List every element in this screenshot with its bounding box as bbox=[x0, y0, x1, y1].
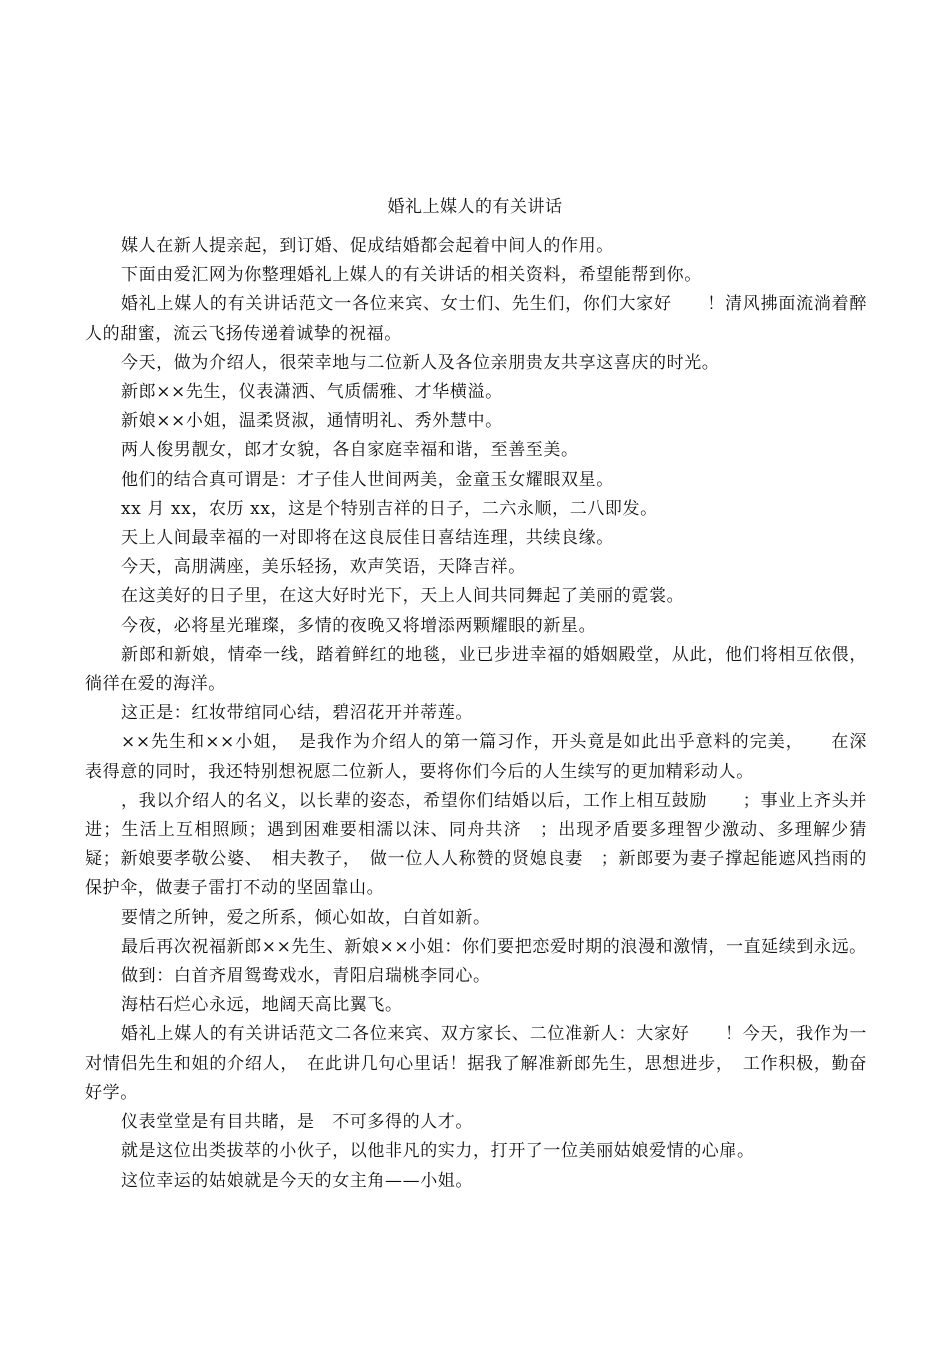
paragraph: 他们的结合真可谓是：才子佳人世间两美，金童玉女耀眼双星。 bbox=[121, 469, 614, 490]
paragraph: 两人俊男靓女，郎才女貌，各自家庭幸福和谐，至善至美。 bbox=[121, 440, 579, 461]
paragraph: 要情之所钟，爱之所系，倾心如故，白首如新。 bbox=[121, 907, 491, 928]
paragraph: ××先生和××小姐， 是我作为介绍人的第一篇习作，开头竟是如此出乎意料的完美， 在深表得意的同时，我还特别想祝愿二位新人，要将你们今后的人生续写的更加精彩动人。 bbox=[85, 732, 867, 782]
paragraph: 媒人在新人提亲起，到订婚、促成结婚都会起着中间人的作用。 bbox=[121, 236, 614, 256]
paragraph: 海枯石烂心永远，地阔天高比翼飞。 bbox=[121, 995, 403, 1016]
paragraph: 今天，高朋满座，美乐轻扬，欢声笑语，天降吉祥。 bbox=[121, 557, 526, 578]
paragraph: 就是这位出类拔萃的小伙子，以他非凡的实力，打开了一位美丽姑娘爱情的心扉。 bbox=[121, 1141, 755, 1162]
paragraph: 婚礼上媒人的有关讲话范文一各位来宾、女士们、先生们，你们大家好 ！清风拂面流淌着醉人的甜蜜，流云飞扬传递着诚挚的祝福。 bbox=[85, 294, 867, 344]
paragraph: 今天，做为介绍人，很荣幸地与二位新人及各位亲朋贵友共享这喜庆的时光。 bbox=[121, 352, 720, 373]
paragraph: xx 月 xx，农历 xx，这是个特别吉祥的日子，二六永顺，二八即发。 bbox=[121, 498, 658, 519]
paragraph: 今夜，必将星光璀璨，多情的夜晚又将增添两颗耀眼的新星。 bbox=[121, 615, 597, 636]
paragraph: 下面由爱汇网为你整理婚礼上媒人的有关讲话的相关资料，希望能帮到你。 bbox=[121, 265, 702, 286]
document-body bbox=[85, 232, 867, 1196]
document-title: 婚礼上媒人的有关讲话 bbox=[387, 197, 563, 217]
paragraph: 在这美好的日子里，在这大好时光下，天上人间共同舞起了美丽的霓裳。 bbox=[121, 586, 685, 607]
paragraph: 新郎和新娘，情牵一线，踏着鲜红的地毯，业已步进幸福的婚姻殿堂，从此，他们将相互依偎，徜徉在爱的海洋。 bbox=[85, 644, 867, 695]
paragraph: 这位幸运的姑娘就是今天的女主角——小姐。 bbox=[121, 1170, 473, 1191]
paragraph: 做到：白首齐眉鸳鸯戏水，青阳启瑞桃李同心。 bbox=[121, 966, 491, 987]
paragraph: 最后再次祝福新郎××先生、新娘××小姐：你们要把恋爱时期的浪漫和激情，一直延续到永远。 bbox=[121, 936, 867, 957]
paragraph: 天上人间最幸福的一对即将在这良辰佳日喜结连理，共续良缘。 bbox=[121, 528, 614, 549]
paragraph: 婚礼上媒人的有关讲话范文二各位来宾、双方家长、二位准新人：大家好 ！今天，我作为一对情侣先生和姐的介绍人， 在此讲几句心里话！据我了解准新郎先生，思想进步， 工作积极，勤奋好学。 bbox=[85, 1024, 867, 1103]
paragraph: ，我以介绍人的名义，以长辈的姿态，希望你们结婚以后，工作上相互鼓励 ；事业上齐头并进；生活上互相照顾；遇到困难要相濡以沫、同舟共济 ；出现矛盾要多理智少激动、多理解少猜疑；新娘要孝敬公婆、 相夫教子， 做一位人人称赞的贤媳良妻 ；新郎要为妻子撑起能遮风挡雨的保护伞，做妻子雷打不动的坚固靠山。 bbox=[85, 790, 867, 899]
paragraph: 新郎××先生，仪表潇洒、气质儒雅、才华横溢。 bbox=[121, 382, 503, 403]
paragraph: 新娘××小姐，温柔贤淑，通情明礼、秀外慧中。 bbox=[121, 411, 503, 432]
paragraph: 仪表堂堂是有目共睹，是 不可多得的人才。 bbox=[121, 1112, 473, 1133]
paragraph: 这正是：红妆带绾同心结，碧沼花开并蒂莲。 bbox=[121, 703, 473, 724]
